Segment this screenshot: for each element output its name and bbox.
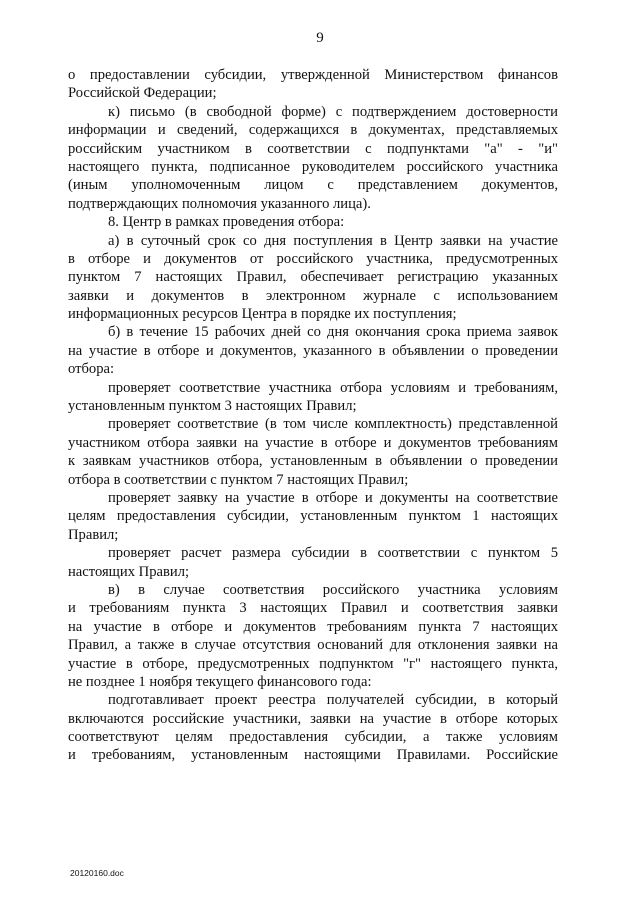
text-line: о предоставлении субсидии, утвержденной Министерством финансов [68,67,558,83]
text-line: 8. Центр в рамках проведения отбора: [108,214,345,231]
text-line: на участие в отборе и документов требованиям пункта 7 настоящих [68,618,558,635]
text-line: участником отбора заявки на участие в отборе и документов требованиям [68,434,558,451]
text-line: проверяет расчет размера субсидии в соответствии с пунктом 5 [108,545,558,562]
text-line: настоящих Правил; [68,563,190,580]
text-line: соответствуют целям предоставления субсидии, а также условиям [68,729,558,746]
text-line: Российской Федерации; [68,85,217,102]
text-line: целям предоставления субсидии, установленным пунктом 1 настоящих [68,508,558,525]
text-line: подтверждающих полномочия указанного лица). [68,195,371,212]
text-line: участие в отборе, предусмотренных подпунктом "г" настоящего пункта, [68,655,558,672]
file-name-footer: 20120160.doc [70,868,124,878]
text-line: настоящего пункта, подписанное руководителем российского участника [68,158,558,175]
text-line: проверяет заявку на участие в отборе и документы на соответствие [108,489,558,506]
text-line: на участие в отборе и документов, указанного в объявлении о проведении [68,342,558,359]
text-line: Правил; [68,526,119,543]
text-line: проверяет соответствие участника отбора условиям и требованиям, [108,379,558,396]
text-line: и требованиям, установленным настоящими Правилами. Российские [68,747,558,764]
text-line: пунктом 7 настоящих Правил, обеспечивает регистрацию указанных [68,269,558,286]
text-line: установленным пунктом 3 настоящих Правил; [68,398,357,415]
page-number: 9 [316,30,324,46]
text-line: б) в течение 15 рабочих дней со дня окончания срока приема заявок [108,324,558,341]
text-line: информационных ресурсов Центра в порядке их поступления; [68,306,457,323]
text-line: в отборе и документов от российского участника, предусмотренных [68,250,558,267]
text-line: к) письмо (в свободной форме) с подтверждением достоверности [108,103,558,120]
document-body [68,66,558,765]
text-line: заявки и документов в электронном журнале с использованием [68,287,558,304]
text-line: а) в суточный срок со дня поступления в Центр заявки на участие [108,232,558,249]
text-line: не позднее 1 ноября текущего финансового года: [68,673,372,690]
text-line: к заявкам участников отбора, установленным в объявлении о проведении [68,453,558,470]
text-line: отбора: [68,361,115,378]
text-line: информации и сведений, содержащихся в документах, представляемых [68,122,558,139]
text-line: Правил, а также в случае отсутствия оснований для отклонения заявки на [68,637,558,654]
text-line: (иным уполномоченным лицом с представлением документов, [68,177,558,194]
text-line: российским участником в соответствии с подпунктами "а" - "и" [68,140,558,157]
text-line: проверяет соответствие (в том числе комплектность) представленной [108,416,558,433]
text-line: и требованиям пункта 3 настоящих Правил и соответствия заявки [68,600,558,617]
text-line: включаются российские участники, заявки на участие в отборе которых [68,710,558,727]
text-line: отбора в соответствии с пунктом 7 настоящих Правил; [68,471,409,488]
text-line: подготавливает проект реестра получателей субсидии, в который [108,692,558,709]
text-line: в) в случае соответствия российского участника условиям [108,581,558,598]
